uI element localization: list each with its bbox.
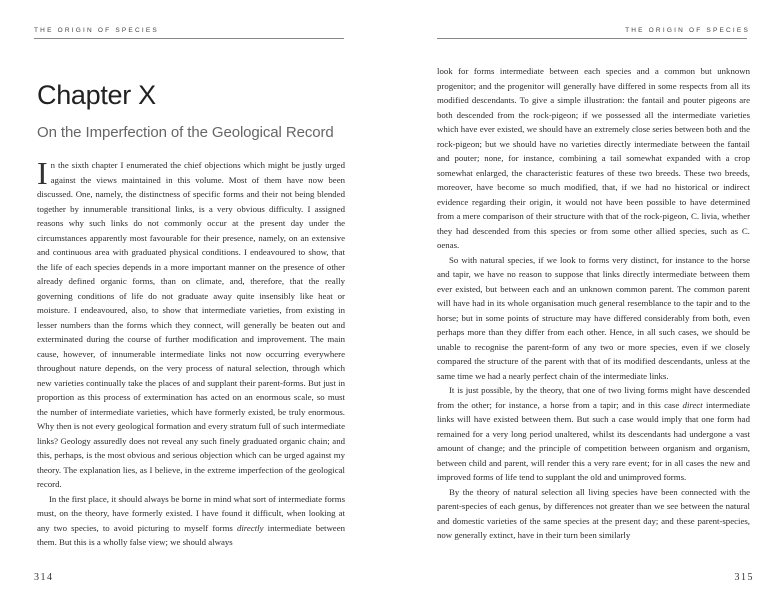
paragraph-text: So with natural species, if we look to forms very distinct, for instance to the horse and tapir, we have no reason to suppose that links directly intermediate between them ever existed, but between each and an unknown common parent. The common parent will have had in its whole organisation much general resemblance to the tapir and to the horse; but in some points of structure may have differed considerably from both, even perhaps more than they differ from each other. Hence, in all such cases, we should be unable to recognise the parent-form of any two or more species, even if we closely compared the structure of the parent with that of its modified descendants, unless at the same time we had a nearly perfect chain of the intermediate links. xyxy=(437,254,750,381)
right-page xyxy=(392,0,784,600)
paragraph-text: intermediate between them. But this is a wholly false view; we should always xyxy=(37,522,346,547)
left-body-text xyxy=(37,155,346,550)
drop-cap: I xyxy=(37,155,48,191)
page-number-right: 315 xyxy=(734,572,754,583)
chapter-subtitle: On the Imperfection of the Geological Record xyxy=(37,124,334,141)
paragraph-text: By the theory of natural selection all living species have been connected with the parent-species of each genus, by differences not greater than we see between the natural and domestic varieties of the same species at the present day; and these parent-species, now generally extinct, have in their turn been similarly xyxy=(437,486,750,540)
paragraph-text: n the sixth chapter I enumerated the chief objections which might be justly urged against the views maintained in this volume. Most of them have now been discussed. One, namely, the distinctness of specific forms and their not being blended together by innumerable transitional links, is a very obvious difficulty. I assigned reasons why such links do not commonly occur at the present day under the circumstances apparently most favourable for their presence, namely, on an extensive and continuous area with graduated physical conditions. I endeavoured to show, that the life of each species depends in a more important manner on the presence of other already defined organic forms, than on climate, and, therefore, that the really governing conditions of life do not graduate away quite insensibly like heat or moisture. I endeavoured, also, to show that intermediate varieties, from existing in lesser numbers than the forms which they connect, will generally be beaten out and exterminated during the course of further modification and improvement. The main cause, however, of innumerable intermediate links not now occurring everywhere throughout nature depends, on the very process of natural selection, through which new varieties continually take the places of and supplant their parent-forms. But just in proportion as this process of extermination has acted on an enormous scale, so must the number of intermediate varieties, which have formerly existed, be truly enormous. Why then is not every geological formation and every stratum full of such intermediate links? Geology assuredly does not reveal any such finely graduated organic chain; and this, perhaps, is the most obvious and serious objection which can be urged against my theory. The explanation lies, as I believe, in the extreme imperfection of the geological record. xyxy=(37,160,345,489)
paragraph-text: It is just possible, by the theory, that one of two living forms might have descended from the other; for instance, a horse from a tapir; and in this case xyxy=(437,385,750,410)
header-rule-left xyxy=(34,38,344,39)
page-number-left: 314 xyxy=(34,572,54,583)
emphasis-text: directly xyxy=(236,522,264,533)
paragraph-text: look for forms intermediate between each species and a common but unknown progenitor; and the progenitor will generally have differed in some respects from all its modified descendants. To give a simple illustration: the fantail and pouter pigeons are both descended from the rock-pigeon; if we possessed all the intermediate varieties which have ever existed, we should have an extremely close series between both and the rock-pigeon; but we should have no varieties directly intermediate between the fantail and pouter; none, for instance, combining a tail somewhat expanded with a crop somewhat enlarged, the characteristic features of these two breeds. These two breeds, moreover, have become so much modified, that, if we had no historical or indirect evidence regarding their origin, it would not have been possible to have determined from a mere comparison of their structure with that of the rock-pigeon, C. livia, whether they had descended from this species or from some other allied species, such as C. oenas. xyxy=(437,66,750,250)
paragraph-text: In the first place, it should always be borne in mind what sort of intermediate forms must, on the theory, have formerly existed. I have found it difficult, when looking at any two species, to avoid picturing to myself forms xyxy=(37,493,345,533)
running-head-left: THE ORIGIN OF SPECIES xyxy=(34,27,159,34)
paragraph xyxy=(437,485,750,543)
right-body-text xyxy=(437,64,750,543)
running-head-right: THE ORIGIN OF SPECIES xyxy=(625,27,750,34)
paragraph xyxy=(437,253,750,384)
paragraph xyxy=(437,383,750,485)
paragraph-text: intermediate links will have existed between them. But such a case would imply that one form had remained for a very long period unaltered, whilst its descendants had undergone a vast amount of change; and the principle of competition between organism and organism, between child and parent, will render this a very rare event; for in all cases the new and improved forms of life tend to supplant the old and unimproved forms. xyxy=(437,399,750,482)
emphasis-text: direct xyxy=(682,399,703,410)
chapter-title: Chapter X xyxy=(37,80,156,110)
paragraph xyxy=(37,155,345,492)
header-rule-right xyxy=(437,38,747,39)
paragraph xyxy=(37,492,345,550)
paragraph xyxy=(437,64,750,253)
